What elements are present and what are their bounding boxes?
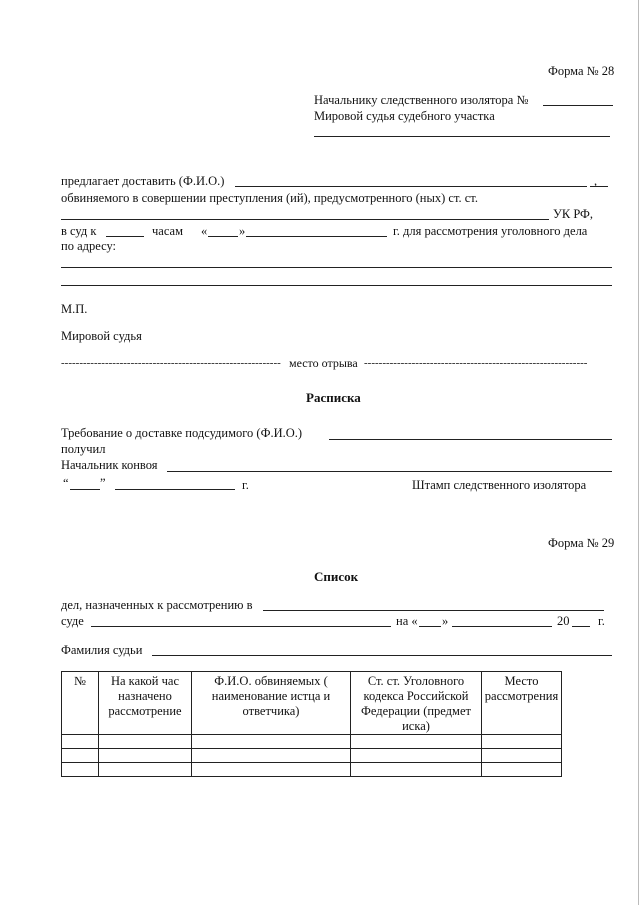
- table-cell[interactable]: [192, 763, 351, 777]
- hour-field[interactable]: [106, 236, 144, 237]
- addressee-judge-label: Мировой судья судебного участка: [314, 109, 495, 123]
- deliver-name-field-end: [590, 186, 608, 187]
- receipt-month-field[interactable]: [115, 489, 235, 490]
- list-date-quote-close: »: [442, 614, 449, 628]
- col-hour: На какой час назначено рассмотрение: [99, 672, 192, 735]
- century-label: 20: [557, 614, 570, 628]
- table-cell[interactable]: [99, 763, 192, 777]
- requirement-name-field[interactable]: [329, 439, 612, 440]
- list-title: Список: [314, 569, 359, 584]
- form-29-label: Форма № 29: [548, 536, 615, 550]
- court-at-label: в суд к: [61, 224, 97, 238]
- judge-surname-field[interactable]: [152, 655, 612, 656]
- uk-rf-label: УК РФ,: [553, 207, 594, 221]
- court-label: суде: [61, 614, 84, 628]
- table-cell[interactable]: [482, 735, 562, 749]
- convoy-chief-field[interactable]: [167, 471, 612, 472]
- tear-line-right: -------------------------------------------------------------: [364, 357, 588, 369]
- received-label: получил: [61, 442, 106, 456]
- convoy-chief-label: Начальник конвоя: [61, 458, 158, 472]
- table-cell[interactable]: [192, 749, 351, 763]
- receipt-date-quote-close: ”: [100, 476, 106, 490]
- table-cell[interactable]: [99, 749, 192, 763]
- month-field[interactable]: [246, 236, 387, 237]
- tear-line-label: место отрыва: [289, 356, 358, 370]
- table-cell[interactable]: [62, 749, 99, 763]
- receipt-date-quote-open: “: [63, 476, 69, 490]
- date-quote-close: »: [239, 224, 246, 238]
- address-label: по адресу:: [61, 239, 117, 253]
- receipt-day-field[interactable]: [70, 489, 100, 490]
- list-month-field[interactable]: [452, 626, 552, 627]
- tear-line-left: ------------------------------------------------------------: [61, 357, 281, 369]
- list-year-label: г.: [598, 614, 605, 628]
- court-section-field[interactable]: [314, 136, 610, 137]
- table-cell[interactable]: [62, 735, 99, 749]
- cases-table: [61, 671, 562, 777]
- table-row: [62, 749, 562, 763]
- mp-label: М.П.: [61, 302, 88, 316]
- table-cell[interactable]: [482, 749, 562, 763]
- deliver-label: предлагает доставить (Ф.И.О.): [61, 174, 225, 188]
- col-articles: Ст. ст. Уголовного кодекса Российской Федерации (предмет иска): [351, 672, 482, 735]
- page-edge: [638, 0, 639, 905]
- addressee-sizo-label: Начальнику следственного изолятора №: [314, 93, 529, 107]
- col-names: Ф.И.О. обвиняемых ( наименование истца и ответчика): [192, 672, 351, 735]
- deliver-name-field[interactable]: [235, 186, 587, 187]
- table-cell[interactable]: [351, 763, 482, 777]
- court-name-field[interactable]: [263, 610, 604, 611]
- accused-label: обвиняемого в совершении преступления (ий), предусмотренного (ных) ст. ст.: [61, 191, 478, 205]
- on-date-label: на «: [396, 614, 418, 628]
- day-field[interactable]: [208, 236, 238, 237]
- form-28-label: Форма № 28: [548, 64, 615, 78]
- table-cell[interactable]: [62, 763, 99, 777]
- requirement-label: Требование о доставке подсудимого (Ф.И.О.): [61, 426, 303, 440]
- table-cell[interactable]: [351, 749, 482, 763]
- address-field-2[interactable]: [61, 285, 612, 286]
- table-cell[interactable]: [99, 735, 192, 749]
- receipt-year-label: г.: [242, 478, 249, 492]
- list-year-field[interactable]: [572, 626, 590, 627]
- table-cell[interactable]: [351, 735, 482, 749]
- court-name-field-2[interactable]: [91, 626, 391, 627]
- hours-label: часам: [152, 224, 183, 238]
- judge-surname-label: Фамилия судьи: [61, 643, 143, 657]
- col-number: №: [62, 672, 99, 735]
- stamp-label: Штамп следственного изолятора: [412, 478, 587, 492]
- table-cell[interactable]: [192, 735, 351, 749]
- table-row: [62, 735, 562, 749]
- col-place: Место рассмотрения: [482, 672, 562, 735]
- cases-label: дел, назначенных к рассмотрению в: [61, 598, 253, 612]
- list-day-field[interactable]: [419, 626, 441, 627]
- judge-label: Мировой судья: [61, 329, 142, 343]
- deliver-comma: ,: [594, 174, 598, 188]
- table-row: [62, 763, 562, 777]
- receipt-title: Расписка: [306, 390, 361, 405]
- articles-field[interactable]: [61, 219, 549, 220]
- year-purpose-label: г. для рассмотрения уголовного дела: [393, 224, 588, 238]
- date-quote-open: «: [201, 224, 208, 238]
- address-field-1[interactable]: [61, 267, 612, 268]
- sizo-number-field[interactable]: [543, 105, 613, 106]
- table-cell[interactable]: [482, 763, 562, 777]
